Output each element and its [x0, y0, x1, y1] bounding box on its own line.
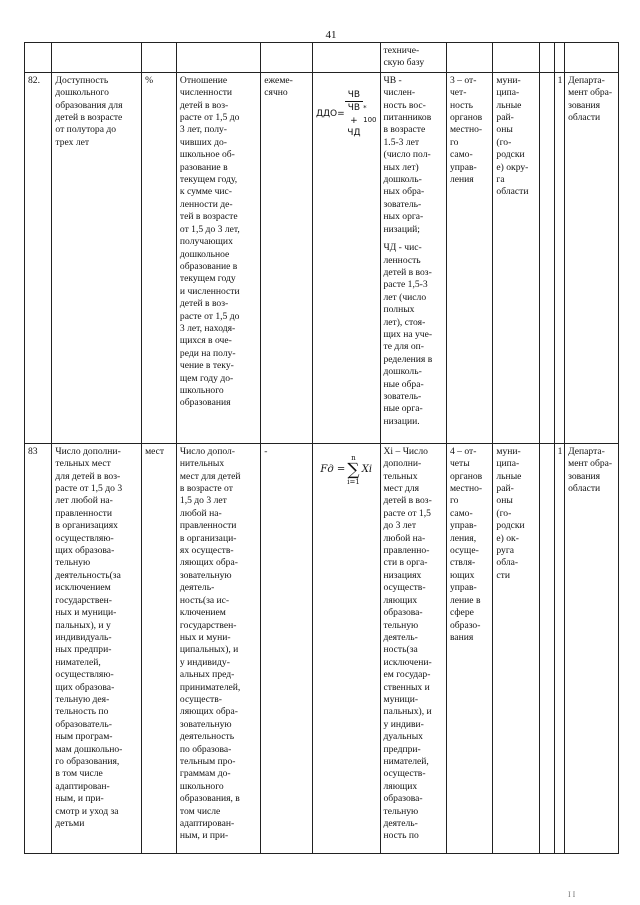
- ddo-formula: [316, 89, 377, 140]
- sum-expression: [320, 454, 372, 486]
- cell-empty: [539, 72, 554, 443]
- row-number: 83: [25, 443, 52, 853]
- cell-empty: [539, 43, 554, 73]
- continuation-text: техниче- скую базу: [380, 43, 446, 73]
- variable-chd: ЧД - чис- ленность детей в воз- расте 1,5-3 лет (число полных лет), стоя- щих на уче- те для оп- ределения в дошколь- ные обра- зователь- ные орга- низации.: [383, 242, 433, 427]
- unit: %: [142, 72, 177, 443]
- flag-one: 1: [554, 72, 565, 443]
- cell-empty: [493, 43, 539, 73]
- cell-empty: [565, 43, 619, 73]
- sum-lower-limit: i=1: [347, 477, 360, 486]
- formula-multiplier: * 100: [363, 103, 377, 125]
- fraction-denominator: ЧВ + ЧД: [347, 103, 361, 139]
- cell-empty: [176, 43, 260, 73]
- flag-one: 1: [554, 443, 565, 853]
- unit: мест: [142, 443, 177, 853]
- periodicity: ежеме- сячно: [261, 72, 313, 443]
- sum-term: Xi: [361, 463, 373, 475]
- cell-empty: [52, 43, 142, 73]
- fraction-numerator: ЧВ: [345, 89, 363, 102]
- cell-empty: [261, 43, 313, 73]
- indicator-name: Доступность дошкольного образования для детей в возрасте от полутора до трех лет: [52, 72, 142, 443]
- sigma-icon: n ∑ i=1: [347, 453, 360, 486]
- row-number: 82.: [25, 72, 52, 443]
- formula-cell: [312, 72, 380, 443]
- continuation-row: [25, 43, 619, 73]
- formula-lhs: ДДО=: [315, 108, 345, 119]
- variable-chv: ЧВ - числен- ность вос- питанников в возрасте 1.5-3 лет (число пол- ных лет) дошколь- ных обра- зователь- ных орга- низаций;: [383, 74, 432, 235]
- page-number: 41: [325, 29, 337, 41]
- sum-formula: [316, 454, 377, 486]
- cell-empty: [312, 43, 380, 73]
- level: муни- ципа- льные рай- оны (го- родски е) окру- га области: [493, 72, 539, 443]
- table-row: [25, 72, 619, 443]
- department: Департа- мент обра- зования области: [565, 443, 619, 853]
- cell-empty: [25, 43, 52, 73]
- fraction: [345, 89, 363, 140]
- sum-upper-limit: n: [351, 453, 356, 462]
- definition: Число допол- нительных мест для детей в возрасте от 1,5 до 3 лет любой на- правленности в организаци- ях осуществ- ляющих обра- зовательную деятель- ность(за ис- ключением государствен- ных и муни- ципальных), и у индивиду- альных пред- принимателей, осуществ- ляющих обра- зовательную деятельность по образова- тельным про- граммам до- школьного образования, в том числе адаптирован- ным, и при-: [176, 443, 260, 853]
- department: Департа- мент обра- зования области: [565, 72, 619, 443]
- formula-lhs: Fд =: [320, 463, 346, 475]
- cell-empty: [142, 43, 177, 73]
- cell-empty: [554, 43, 565, 73]
- source: 3 – от- чет- ность органов местно- го само- управ- ления: [446, 72, 492, 443]
- indicator-name: Число дополни- тельных мест для детей в воз- расте от 1,5 до 3 лет любой на- правленности в организациях осуществляю- щих образова- тельную деятельность(за исключением государствен- ных и муници- пальных), и у индивидуаль- ных предпри- нимателей, осуществляю- щих образова- тельную дея- тельность по образователь- ным програм- мам дошкольно- го образования, в том числе адаптирован- ным, и при- смотр и уход за детьми: [52, 443, 142, 853]
- periodicity: -: [261, 443, 313, 853]
- variables-cell: [380, 72, 446, 443]
- variable-xi: Xi – Число дополни- тельных мест для детей в воз- расте от 1,5 до 3 лет любой на- правленно- сти в орга- низациях осуществ- ляющих образова- тельную деятель- ность(за исключени- ем государ- ственных и муници- пальных), и у индиви- дуальных предпри- нимателей, осуществ- ляющих образова- тельную деятель- ность по: [380, 443, 446, 853]
- source: 4 – от- четы органов местно- го само- управ- ления, осуще- ствля- ющих управ- ление в сфере образо- вания: [446, 443, 492, 853]
- table-row: [25, 443, 619, 853]
- indicators-table: [24, 42, 619, 854]
- definition: Отношение численности детей в воз- расте от 1,5 до 3 лет, полу- чивших до- школьное об- разование в текущем году, к сумме чис- ленности де- тей в возрасте от 1,5 до 3 лет, получающих дошкольное образование в текущем году и численности детей в воз- расте от 1,5 до 3 лет, находя- щихся в оче- реди на полу- чение в теку- щем году до- школьного образования: [176, 72, 260, 443]
- scan-mark: I I: [568, 890, 576, 899]
- cell-empty: [446, 43, 492, 73]
- level: муни- ципа- льные рай- оны (го- родски е) ок- руга обла- сти: [493, 443, 539, 853]
- cell-empty: [539, 443, 554, 853]
- formula-cell: [312, 443, 380, 853]
